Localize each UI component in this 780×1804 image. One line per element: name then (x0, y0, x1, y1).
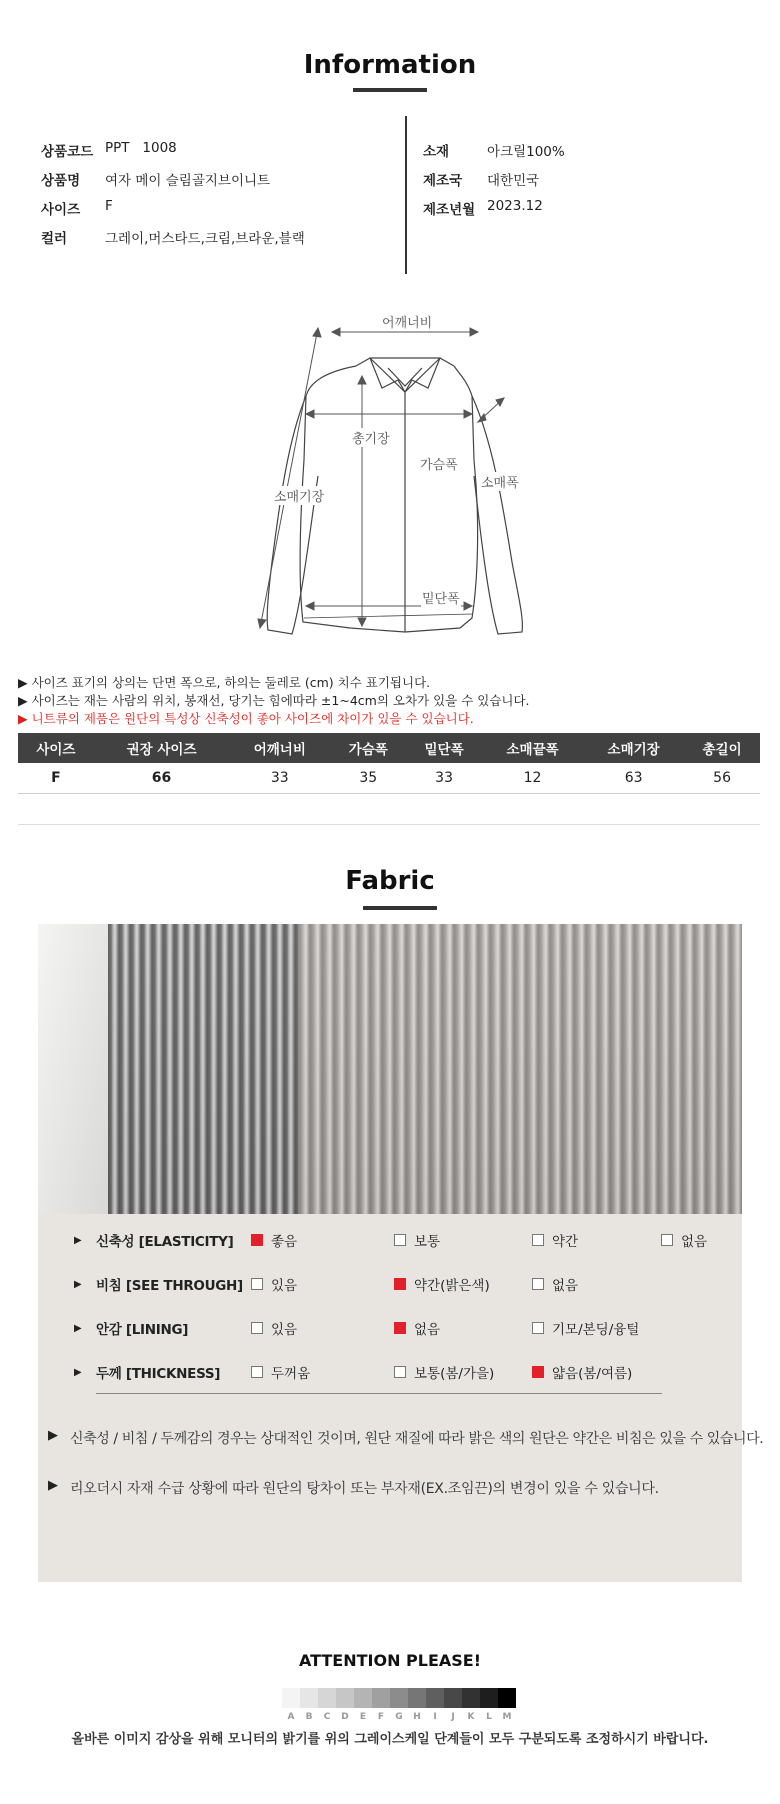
gray-letter: K (467, 1712, 475, 1722)
size-diagram (240, 300, 570, 645)
option-label: 약간 (552, 1234, 579, 1250)
gray-letter: F (377, 1712, 385, 1722)
fabric-row-label: 안감 [LINING] (96, 1322, 189, 1338)
size-table-header-cell: 총길이 (684, 733, 760, 763)
info-value: 2023.12 (487, 198, 543, 214)
v-neck (370, 358, 440, 392)
section-divider (18, 824, 760, 825)
size-table-header-cell: 어깨너비 (229, 733, 330, 763)
gray-letter: M (502, 1712, 512, 1722)
size-table-header-cell: 가슴폭 (330, 733, 406, 763)
info-value: 여자 메이 슬림골지브이니트 (105, 173, 271, 189)
gray-letter: B (305, 1712, 313, 1722)
checkbox-unchecked[interactable] (532, 1278, 544, 1290)
fabric-row-label: 두께 [THICKNESS] (96, 1366, 221, 1382)
info-label: 제조국 (423, 173, 463, 189)
fabric-note-text: 신축성 / 비침 / 두께감의 경우는 상대적인 것이며, 원단 재질에 따라 밝은 색의 원단은 약간은 비침은 있을 수 있습니다. (70, 1431, 764, 1447)
size-table-cell: 33 (229, 763, 330, 793)
fabric-note-text: 리오더시 자재 수급 상황에 따라 원단의 탕차이 또는 부자재(EX.조임끈)의 변경이 있을 수 있습니다. (70, 1481, 659, 1497)
checkbox-unchecked[interactable] (394, 1234, 406, 1246)
info-label: 제조년월 (423, 202, 476, 218)
checkbox-checked[interactable] (251, 1234, 263, 1246)
fabric-note (48, 1428, 763, 1448)
checkbox-checked[interactable] (394, 1278, 406, 1290)
size-table-header-cell: 소매끝폭 (482, 733, 583, 763)
size-note: ▶ 사이즈 표기의 상의는 단면 폭으로, 하의는 둘레로 (cm) 치수 표기됩니다. (18, 675, 431, 690)
option-label: 없음 (414, 1322, 441, 1338)
option-label: 기모/본딩/융털 (552, 1322, 640, 1338)
info-value: 대한민국 (487, 173, 540, 189)
option-label: 있음 (271, 1322, 298, 1338)
gray-step (318, 1688, 336, 1708)
grayscale-letters (282, 1712, 516, 1722)
size-table-cell: 63 (583, 763, 684, 793)
diagram-label-hem: 밑단폭 (421, 588, 461, 607)
checkbox-unchecked[interactable] (661, 1234, 673, 1246)
gray-letter: A (287, 1712, 295, 1722)
checkbox-checked[interactable] (394, 1322, 406, 1334)
info-row (423, 169, 539, 189)
info-row (423, 140, 565, 160)
size-table-cell: 12 (482, 763, 583, 793)
gray-letter: J (451, 1712, 455, 1722)
fabric-title-underline (363, 906, 437, 910)
checkbox-unchecked[interactable] (251, 1322, 263, 1334)
gray-step (300, 1688, 318, 1708)
information-title-underline (353, 88, 427, 92)
gray-step (282, 1688, 300, 1708)
fabric-option[interactable] (394, 1318, 440, 1338)
attention-title: ATTENTION PLEASE! (298, 1651, 482, 1670)
gray-step (372, 1688, 390, 1708)
attention-description: 올바른 이미지 감상을 위해 모니터의 밝기를 위의 그레이스케일 단계들이 모두 구분되도록 조정하시기 바랍니다. (71, 1732, 709, 1747)
note-arrow-icon: ▶ (48, 1428, 58, 1443)
note-arrow-icon: ▶ (48, 1478, 58, 1493)
info-label: 사이즈 (41, 202, 81, 218)
diagram-label-sleeve-length: 소매기장 (273, 486, 325, 505)
fabric-row-see-through (74, 1274, 251, 1294)
gray-letter: E (359, 1712, 367, 1722)
diagram-label-sleeve-width: 소매폭 (480, 472, 520, 491)
fabric-option[interactable] (532, 1318, 639, 1338)
fabric-option[interactable] (532, 1230, 578, 1250)
size-table-header-cell: 밑단폭 (406, 733, 482, 763)
info-label: 상품명 (41, 173, 81, 189)
size-table-cell: 56 (684, 763, 760, 793)
size-table-cell: 35 (330, 763, 406, 793)
option-label: 보통 (414, 1234, 441, 1250)
info-value: PPT 1008 (105, 140, 177, 156)
gray-step (462, 1688, 480, 1708)
info-label: 상품코드 (41, 144, 94, 160)
checkbox-checked[interactable] (532, 1366, 544, 1378)
size-table-row (18, 763, 760, 793)
fabric-rows-divider (96, 1393, 662, 1394)
diagram-label-chest: 가슴폭 (419, 454, 459, 473)
fabric-row-thickness (74, 1362, 251, 1382)
info-row (41, 198, 113, 218)
row-arrow-icon: ▶ (74, 1322, 82, 1334)
row-arrow-icon: ▶ (74, 1278, 82, 1290)
gray-step (498, 1688, 516, 1708)
fabric-option[interactable] (661, 1230, 707, 1250)
info-divider (405, 116, 407, 274)
fabric-option[interactable] (251, 1318, 297, 1338)
option-label: 없음 (681, 1234, 708, 1250)
option-label: 있음 (271, 1278, 298, 1294)
gray-letter: C (323, 1712, 331, 1722)
size-table-cell: 66 (94, 763, 229, 793)
size-table (18, 733, 760, 794)
gray-letter: L (486, 1712, 492, 1722)
gray-step (426, 1688, 444, 1708)
fabric-row-label: 신축성 [ELASTICITY] (96, 1234, 234, 1250)
size-note: ▶ 사이즈는 재는 사람의 위치, 봉재선, 당기는 힘에따라 ±1~4cm의 오차가 있을 수 있습니다. (18, 693, 530, 708)
fabric-option[interactable] (532, 1274, 578, 1294)
fabric-option[interactable] (251, 1274, 297, 1294)
size-table-cell: F (18, 763, 94, 793)
info-label: 소재 (423, 144, 450, 160)
row-arrow-icon: ▶ (74, 1366, 82, 1378)
info-row (423, 198, 543, 218)
fabric-option[interactable] (532, 1362, 632, 1382)
grayscale-strip (282, 1688, 516, 1708)
info-value: 아크릴100% (487, 144, 565, 160)
gray-step (336, 1688, 354, 1708)
size-table-header (18, 733, 760, 763)
fabric-option[interactable] (394, 1230, 440, 1250)
fabric-option[interactable] (251, 1230, 297, 1250)
info-label: 컬러 (41, 231, 68, 247)
gray-letter: D (341, 1712, 349, 1722)
fabric-note (48, 1478, 659, 1498)
gray-step (390, 1688, 408, 1708)
option-label: 약간(밝은색) (414, 1278, 490, 1294)
checkbox-unchecked[interactable] (251, 1366, 263, 1378)
diagram-label-total-length: 총기장 (351, 428, 391, 447)
information-title: Information (303, 50, 477, 80)
size-note-warning: ▶ 니트류의 제품은 원단의 특성상 신축성이 좋아 사이즈에 차이가 있을 수 있습니다. (18, 711, 474, 726)
gray-step (480, 1688, 498, 1708)
gray-step (444, 1688, 462, 1708)
info-value: 그레이,머스타드,크림,브라운,블랙 (105, 231, 305, 247)
fabric-row-elasticity (74, 1230, 251, 1250)
row-arrow-icon: ▶ (74, 1234, 82, 1246)
option-label: 없음 (552, 1278, 579, 1294)
checkbox-unchecked[interactable] (394, 1366, 406, 1378)
gray-letter: I (433, 1712, 437, 1722)
gray-step (354, 1688, 372, 1708)
fabric-swatch-image (38, 924, 742, 1214)
fabric-row-lining (74, 1318, 251, 1338)
size-table-header-cell: 권장 사이즈 (94, 733, 229, 763)
option-label: 두꺼움 (271, 1366, 311, 1382)
checkbox-unchecked[interactable] (251, 1278, 263, 1290)
checkbox-unchecked[interactable] (532, 1234, 544, 1246)
fabric-row-label: 비침 [SEE THROUGH] (96, 1278, 243, 1294)
fabric-option[interactable] (394, 1274, 490, 1294)
option-label: 좋음 (271, 1234, 298, 1250)
fabric-option[interactable] (394, 1362, 494, 1382)
diagram-label-shoulder: 어깨너비 (381, 312, 433, 331)
gray-step (408, 1688, 426, 1708)
option-label: 얇음(봄/여름) (552, 1366, 633, 1382)
info-row (41, 140, 177, 160)
info-row (41, 169, 270, 189)
gray-letter: G (395, 1712, 403, 1722)
info-row (41, 227, 305, 247)
checkbox-unchecked[interactable] (532, 1322, 544, 1334)
size-table-header-cell: 사이즈 (18, 733, 94, 763)
option-label: 보통(봄/가을) (414, 1366, 495, 1382)
fabric-option[interactable] (251, 1362, 310, 1382)
gray-letter: H (413, 1712, 421, 1722)
info-value: F (105, 198, 113, 214)
size-table-header-cell: 소매기장 (583, 733, 684, 763)
size-table-cell: 33 (406, 763, 482, 793)
fabric-title: Fabric (345, 866, 435, 896)
